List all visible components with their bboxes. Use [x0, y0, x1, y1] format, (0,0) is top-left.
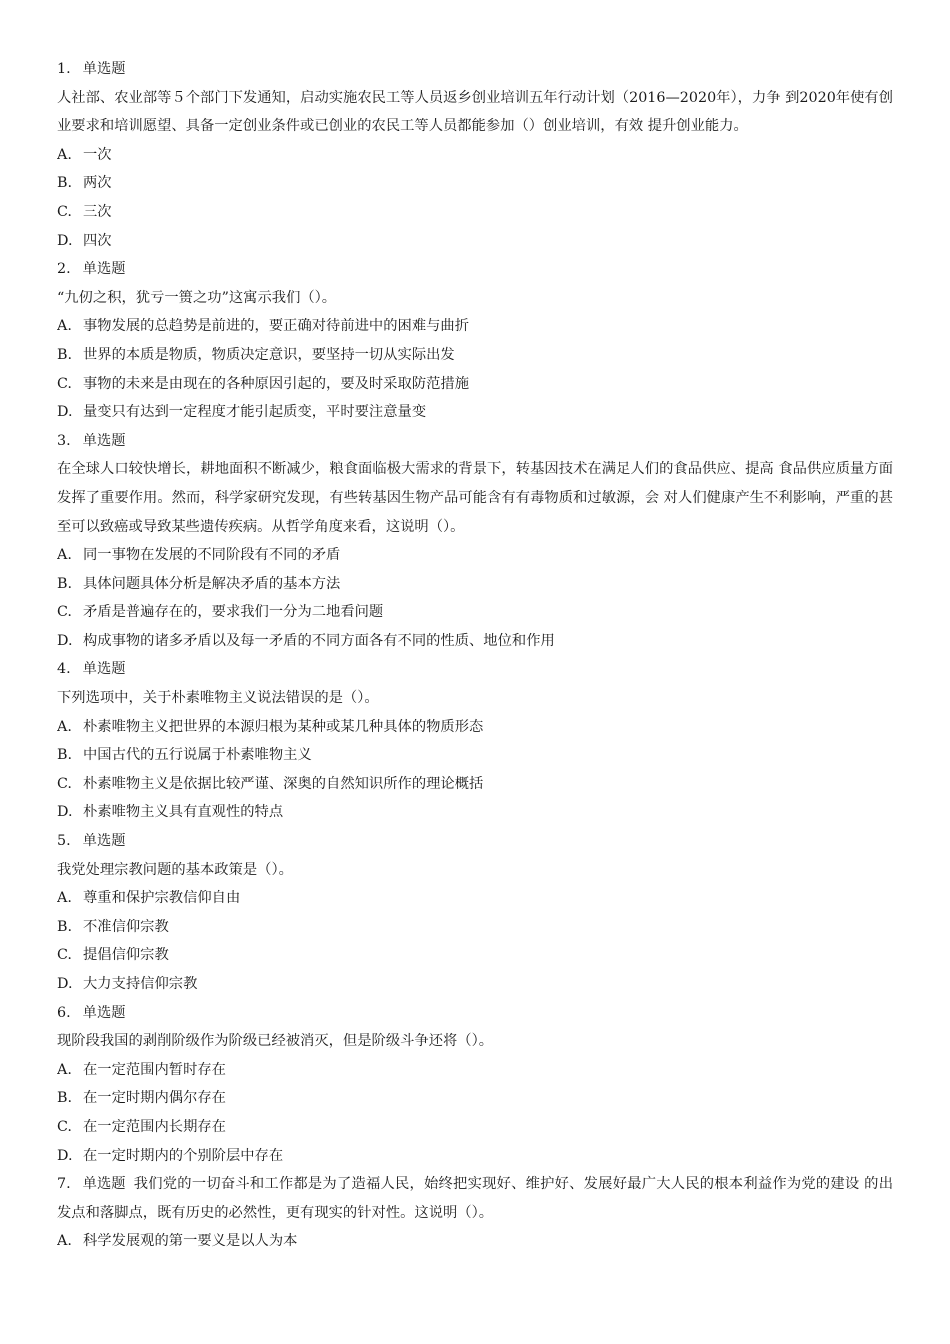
question-number: 1. [57, 61, 71, 77]
option-text: 提倡信仰宗教 [83, 947, 169, 964]
question-header [57, 655, 893, 684]
question-type: 单选题 [82, 833, 126, 850]
option-c [57, 770, 893, 799]
question-type: 单选题 [82, 261, 126, 278]
option-b [57, 1084, 893, 1113]
option-letter: A. [57, 1233, 72, 1250]
option-text: 两次 [83, 175, 112, 192]
option-text: 三次 [83, 203, 112, 220]
question-3 [57, 427, 893, 656]
option-letter: D. [57, 632, 73, 649]
question-4 [57, 655, 893, 827]
option-text: 同一事物在发展的不同阶段有不同的矛盾 [83, 547, 341, 564]
option-d [57, 627, 893, 656]
option-a [57, 541, 893, 570]
option-c [57, 370, 893, 399]
option-letter: D. [57, 232, 73, 249]
option-text: 在一定时期内偶尔存在 [83, 1090, 226, 1107]
question-number: 6. [57, 1004, 71, 1021]
option-letter: B. [57, 1090, 73, 1107]
option-text: 大力支持信仰宗教 [83, 976, 198, 992]
question-type: 单选题 [82, 661, 126, 678]
option-letter: C. [57, 203, 72, 220]
option-d [57, 227, 893, 256]
question-number: 5. [57, 833, 71, 850]
option-letter: C. [57, 375, 72, 392]
option-letter: C. [57, 775, 72, 792]
option-text: 不准信仰宗教 [83, 918, 169, 935]
question-2 [57, 255, 893, 427]
option-letter: C. [57, 604, 72, 621]
option-a [57, 312, 893, 341]
option-d [57, 398, 893, 427]
option-text: 世界的本质是物质，物质决定意识，要坚持一切从实际出发 [83, 346, 455, 363]
option-letter: D. [57, 1147, 73, 1164]
option-letter: A. [57, 318, 72, 335]
option-a [57, 1227, 893, 1256]
question-number: 3. [57, 432, 71, 449]
option-text: 一次 [83, 146, 112, 163]
question-number: 4. [57, 661, 71, 678]
option-c [57, 941, 893, 970]
question-type: 单选题 [82, 1004, 126, 1021]
option-letter: B. [57, 346, 73, 363]
option-letter: D. [57, 976, 73, 992]
question-header [57, 427, 893, 456]
option-letter: A. [57, 890, 72, 907]
option-text: 尊重和保护宗教信仰自由 [83, 890, 241, 907]
option-text: 构成事物的诸多矛盾以及每一矛盾的不同方面各有不同的性质、地位和作用 [83, 632, 555, 649]
option-b [57, 169, 893, 198]
option-text: 量变只有达到一定程度才能引起质变，平时要注意量变 [83, 404, 427, 421]
question-header [57, 255, 893, 284]
option-a [57, 884, 893, 913]
question-1 [57, 55, 893, 255]
option-text: 在一定时期内的个别阶层中存在 [83, 1147, 284, 1164]
option-text: 朴素唯物主义把世界的本源归根为某种或某几种具体的物质形态 [83, 718, 484, 735]
option-b [57, 913, 893, 942]
option-text: 朴素唯物主义是依据比较严谨、深奥的自然知识所作的理论概括 [83, 775, 484, 792]
question-type: 单选题 [82, 61, 126, 77]
option-text: 在一定范围内暂时存在 [83, 1061, 226, 1078]
question-5 [57, 827, 893, 999]
option-d [57, 798, 893, 827]
option-text: 事物的未来是由现在的各种原因引起的，要及时采取防范措施 [83, 375, 470, 392]
option-c [57, 198, 893, 227]
option-a [57, 713, 893, 742]
option-letter: B. [57, 918, 73, 935]
question-stem: 人社部、农业部等５个部门下发通知，启动实施农民工等人员返乡创业培训五年行动计划（2016—2020年），力争 到2020年使有创业要求和培训愿望、具备一定创业条件或已创业的农民工等人员都能参加（）创业培训，有效 提升创业能力。 [57, 89, 893, 135]
option-text: 矛盾是普遍存在的，要求我们一分为二地看问题 [83, 604, 384, 621]
question-stem: “九仞之积，犹亏一篑之功”这寓示我们（）。 [57, 289, 337, 306]
question-stem: 下列选项中，关于朴素唯物主义说法错误的是（）。 [57, 690, 379, 707]
option-letter: C. [57, 1118, 72, 1135]
option-b [57, 741, 893, 770]
option-text: 中国古代的五行说属于朴素唯物主义 [83, 747, 312, 764]
question-stem: 现阶段我国的剥削阶级作为阶级已经被消灭，但是阶级斗争还将（）。 [57, 1033, 494, 1050]
question-type: 单选题 [82, 1176, 126, 1193]
question-type: 单选题 [82, 432, 126, 449]
option-text: 四次 [83, 232, 112, 249]
option-text: 在一定范围内长期存在 [83, 1118, 226, 1135]
question-number: 7. [57, 1176, 71, 1193]
option-letter: C. [57, 947, 72, 964]
question-header-with-stem [57, 1170, 893, 1227]
question-stem: 在全球人口较快增长，耕地面积不断减少，粮食面临极大需求的背景下，转基因技术在满足人们的食品供应、提高 食品供应质量方面发挥了重要作用。然而，科学家研究发现，有些转基因生物产品可能含有有毒物质和过敏源，会 对人们健康产生不利影响，严重的甚至可以致癌或导致某些遗传疾病。从哲学角度来看，这说明（）。 [57, 461, 893, 535]
question-stem: 我们党的一切奋斗和工作都是为了造福人民，始终把实现好、维护好、发展好最广大人民的根本利益作为党的建设 的出发点和落脚点，既有历史的必然性，更有现实的针对性。这说明（）。 [57, 1176, 893, 1221]
option-text: 具体问题具体分析是解决矛盾的基本方法 [83, 575, 341, 592]
option-letter: A. [57, 718, 72, 735]
option-letter: B. [57, 575, 73, 592]
option-c [57, 1113, 893, 1142]
exam-document [57, 55, 893, 1256]
option-b [57, 341, 893, 370]
option-letter: B. [57, 175, 73, 192]
option-letter: D. [57, 404, 73, 421]
question-header [57, 999, 893, 1028]
question-7 [57, 1170, 893, 1256]
option-text: 科学发展观的第一要义是以人为本 [83, 1233, 298, 1250]
option-letter: A. [57, 1061, 72, 1078]
option-letter: D. [57, 804, 73, 821]
option-c [57, 598, 893, 627]
question-header [57, 827, 893, 856]
question-number: 2. [57, 261, 71, 278]
option-d [57, 970, 893, 999]
question-header [57, 55, 893, 84]
option-a [57, 1056, 893, 1085]
question-stem: 我党处理宗教问题的基本政策是（）。 [57, 861, 293, 878]
option-letter: A. [57, 547, 72, 564]
option-text: 事物发展的总趋势是前进的，要正确对待前进中的困难与曲折 [83, 318, 470, 335]
option-d [57, 1142, 893, 1171]
option-text: 朴素唯物主义具有直观性的特点 [83, 804, 284, 821]
option-letter: B. [57, 747, 73, 764]
option-letter: A. [57, 146, 72, 163]
option-a [57, 141, 893, 170]
option-b [57, 570, 893, 599]
question-6 [57, 999, 893, 1171]
